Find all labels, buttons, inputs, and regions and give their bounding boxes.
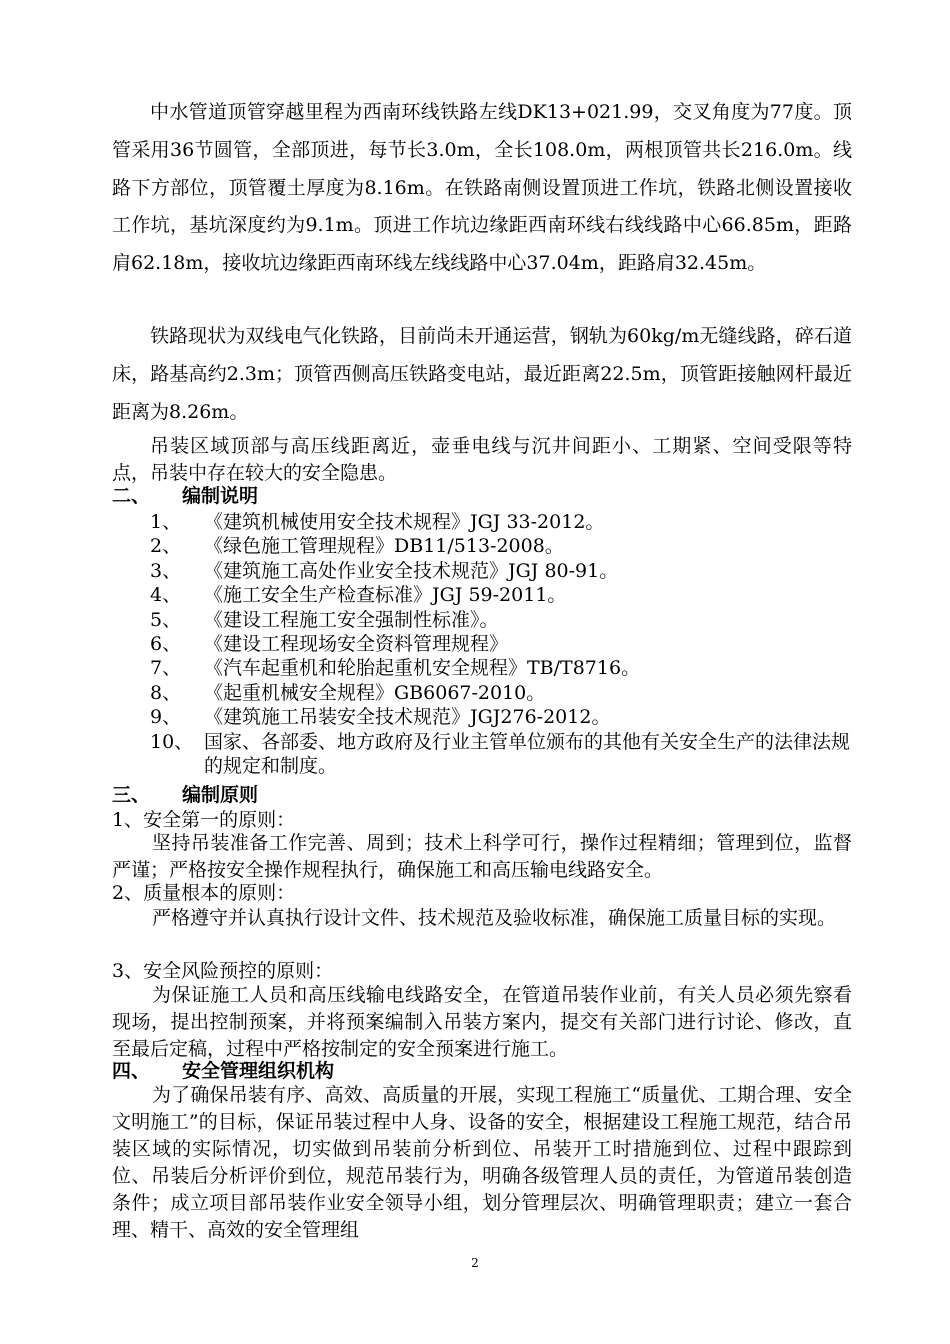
principle-3-title: 3、安全风险预控的原则： — [112, 960, 334, 982]
paragraph-railway-status: 铁路现状为双线电气化铁路，目前尚未开通运营，钢轨为60kg/m无缝线路，碎石道床，路基高约2.3m；顶管西侧高压铁路变电站，最近距离22.5m，顶管距接触网杆最近距离为8.26m。 — [112, 325, 852, 423]
list-item: 7、 《汽车起重机和轮胎起重机安全规程》TB/T8716。 — [150, 657, 641, 680]
list-item: 10、 国家、各部委、地方政府及行业主管单位颁布的其他有关安全生产的法律法规的规定和制度。 — [150, 730, 851, 778]
list-item: 2、 《绿色施工管理规程》DB11/513-2008。 — [150, 535, 564, 558]
section-number: 三、 — [112, 784, 151, 806]
principle-3-body: 为保证施工人员和高压线输电线路安全，在管道吊装作业前，有关人员必须先察看现场，提出控制预案，并将预案编制入吊装方案内，提交有关部门进行讨论、修改，直至最后定稿，过程中严格按制定的安全预案进行施工。 — [112, 984, 852, 1060]
list-item: 9、 《建筑施工吊装安全技术规范》JGJ276-2012。 — [150, 706, 611, 729]
section-number: 四、 — [112, 1060, 151, 1082]
reference-list — [112, 510, 852, 778]
paragraph-pipe-crossing: 中水管道顶管穿越里程为西南环线铁路左线DK13+021.99，交叉角度为77度。顶管采用36节圆管，全部顶进，每节长3.0m，全长108.0m，两根顶管共长216.0m。线路下方部位，顶管覆土厚度为8.16m。在铁路南侧设置顶进工作坑，铁路北侧设置接收工作坑，基坑深度约为9.1m。顶进工作坑边缘距西南环线右线线路中心66.85m，距路肩62.18m，接收坑边缘距西南环线左线线路中心37.04m，距路肩32.45m。 — [112, 101, 852, 275]
principle-1-title: 1、安全第一的原则： — [112, 809, 296, 831]
list-item: 3、 《建筑施工高处作业安全技术规范》JGJ 80-91。 — [150, 559, 619, 582]
list-item: 8、 《起重机械安全规程》GB6067-2010。 — [150, 681, 546, 704]
principle-2-title: 2、质量根本的原则： — [112, 882, 296, 904]
section-title: 编制原则 — [182, 784, 259, 806]
list-item: 1、 《建筑机械使用安全技术规程》JGJ 33-2012。 — [150, 511, 605, 533]
paragraph-hoisting-risk: 吊装区域顶部与高压线距离近，壶垂电线与沉井间距小、工期紧、空间受限等特点，吊装中存在较大的安全隐患。 — [112, 435, 852, 484]
principle-2-body: 严格遵守并认真执行设计文件、技术规范及验收标准，确保施工质量目标的实现。 — [152, 907, 837, 929]
page-number: 2 — [471, 1256, 479, 1270]
section-title: 编制说明 — [182, 485, 259, 507]
section-number: 二、 — [112, 485, 151, 507]
paragraph-safety-org: 为了确保吊装有序、高效、高质量的开展，实现工程施工“质量优、工期合理、安全文明施工”的目标，保证吊装过程中人身、设备的安全，根据建设工程施工规范，结合吊装区域的实际情况，切实做到吊装前分析到位、吊装开工时措施到位、过程中跟踪到位、吊装后分析评价到位，规范吊装行为，明确各级管理人员的责任，为管道吊装创造条件；成立项目部吊装作业安全领导小组，划分管理层次、明确管理职责；建立一套合理、精干、高效的安全管理组 — [112, 1084, 852, 1241]
section-heading-compilation-notes — [112, 483, 852, 509]
section-heading-safety-org — [112, 1058, 852, 1084]
principle-1-body: 坚持吊装准备工作完善、周到；技术上科学可行，操作过程精细；管理到位，监督严谨；严格按安全操作规程执行，确保施工和高压输电线路安全。 — [112, 832, 852, 881]
section-heading-principles — [112, 782, 852, 808]
list-item: 6、 《建设工程现场安全资料管理规程》 — [150, 633, 509, 656]
list-item: 5、 《建设工程施工安全强制性标准》。 — [150, 608, 499, 631]
section-title: 安全管理组织机构 — [182, 1060, 335, 1082]
list-item: 4、 《施工安全生产检查标准》JGJ 59-2011。 — [150, 584, 567, 607]
